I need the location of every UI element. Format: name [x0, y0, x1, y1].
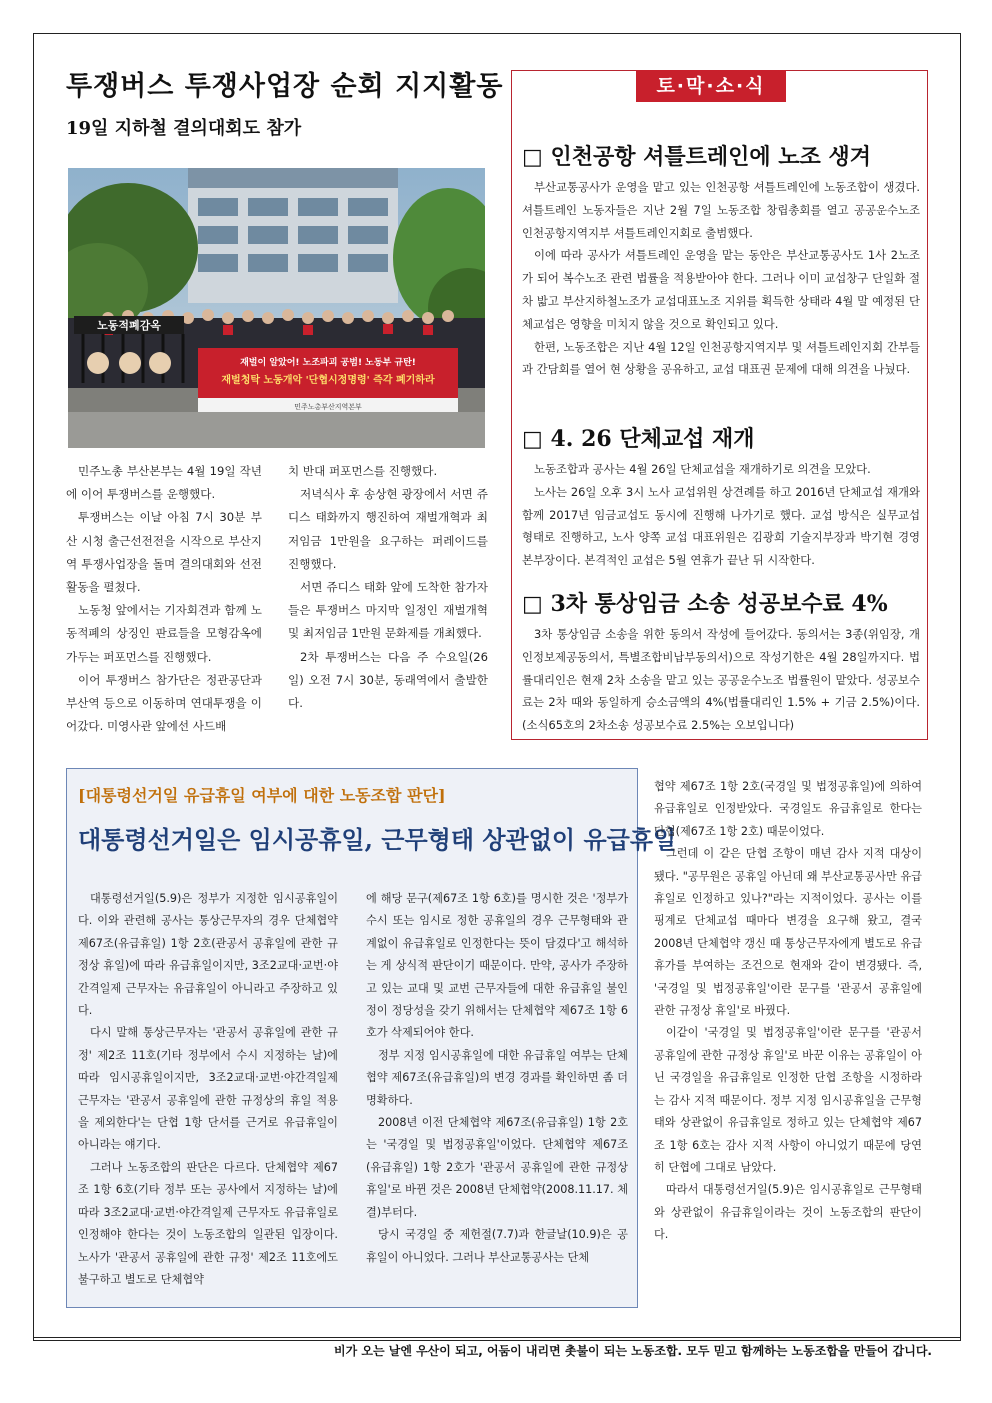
article1-column-right	[288, 460, 488, 715]
news-item-title: □ 인천공항 셔틀트레인에 노조 생겨	[522, 144, 871, 170]
news-item-title: □ 3차 통상임금 소송 성공보수료 4%	[522, 591, 888, 617]
feature-column-3	[654, 776, 922, 1247]
article-subhead: 19일 지하철 결의대회도 참가	[66, 118, 302, 139]
paragraph: 이어 투쟁버스 참가단은 정관공단과 부산역 등으로 이동하며 연대투쟁을 이어갔다. 미영사관 앞에선 사드배	[66, 672, 262, 734]
feature-title: 대통령선거일은 임시공휴일, 근무형태 상관없이 유급휴일	[78, 825, 677, 854]
paragraph: 대통령선거일(5.9)은 정부가 지정한 임시공휴일이다. 이와 관련해 공사는 통상근무자의 경우 단체협약 제67조(유급휴일) 1항 2호(관공서 공휴일에 관한 규정상 휴일)에 따라 유급휴일이지만, 3조2교대·교번·야간격일제 근무자는 유급휴일이 아니라고 주장하고 있다.	[78, 892, 338, 1018]
news-item-body	[522, 176, 920, 381]
paragraph: 에 해당 문구(제67조 1항 6호)를 명시한 것은 '정부가 수시 또는 임시로 정한 공휴일의 경우 근무형태와 관계없이 유급휴일로 인정한다는 뜻이 담겼다'고 해석하는 게 상식적 판단이기 때문이다. 만약, 공사가 주장하고 있는 교대 및 교번 근무자들에 대한 유급휴일 불인정이 정당성을 갖기 위해서는 단체협약 제67조 1항 6호가 삭제되어야 한다.	[366, 892, 628, 1040]
paragraph: 그런데 이 같은 단협 조항이 매년 감사 지적 대상이 됐다. "공무원은 공휴일 아닌데 왜 부산교통공사만 유급휴일로 인정하고 있나?"라는 지적이었다. 공사는 이를 핑계로 단체교섭 때마다 변경을 요구해 왔고, 결국 2008년 단체협약 갱신 때 통상근무자에게 별도로 유급휴가를 부여하는 조건으로 현재와 같이 변경됐다. 즉, '국경일 및 법정공휴일'이란 문구를 '관공서 공휴일에 관한 규정상 휴일'로 바꿨다.	[654, 847, 922, 1018]
footer-divider	[33, 1337, 961, 1338]
paragraph: 저녁식사 후 송상현 광장에서 서면 쥬디스 태화까지 행진하여 재벌개혁과 최저임금 1만원을 요구하는 퍼레이드를 진행했다.	[288, 487, 488, 571]
paragraph: 다시 말해 통상근무자는 '관공서 공휴일에 관한 규정' 제2조 11호(기타 정부에서 수시 지정하는 날)에 따라 임시공휴일이지만, 3조2교대·교번·야간격일제 근무자는 '관공서 공휴일에 관한 규정상의 휴일 적용을 제외한다'는 단협 1항 단서를 근거로 유급휴일이 아니라는 얘기다.	[78, 1026, 338, 1152]
paragraph: 민주노총 부산본부는 4월 19일 작년에 이어 투쟁버스를 운행했다.	[66, 464, 262, 502]
paragraph: 2차 투쟁버스는 다음 주 수요일(26일) 오전 7시 30분, 동래역에서 출발한다.	[288, 649, 488, 711]
paragraph: 3차 통상임금 소송을 위한 동의서 작성에 들어갔다. 동의서는 3종(위임장, 개인정보제공동의서, 특별조합비납부동의서)으로 작성기한은 4월 28일까지다. 법률대리인은 현재 2차 소송을 맡고 있는 공공운수노조 법률원이 맡았다. 성공보수료는 2차 때와 동일하게 승소금액의 4%(법률대리인 1.5% + 기금 2.5%)이다.(소식65호의 2차소송 성공보수료 2.5%는 오보입니다)	[522, 627, 920, 733]
paragraph: 당시 국경일 중 제헌절(7.7)과 한글날(10.9)은 공휴일이 아니었다. 그러나 부산교통공사는 단체	[366, 1228, 628, 1264]
rally-photo	[68, 168, 485, 448]
paragraph: 이에 따라 공사가 셔틀트레인 운영을 맡는 동안은 부산교통공사도 1사 2노조가 되어 복수노조 관련 법률을 적용받아야 한다. 그러나 이미 교섭창구 단일화 절차 밟고 부산지하철노조가 교섭대표노조 지위를 획득한 상태라 4월 말 예정된 단체교섭은 영향을 미치지 않을 것으로 확인되고 있다.	[522, 248, 920, 331]
footer-slogan: 비가 오는 날엔 우산이 되고, 어둠이 내리면 촛불이 되는 노동조합. 모두 믿고 함께하는 노동조합을 만들어 갑니다.	[334, 1344, 932, 1358]
prison-sign-text: 노동적폐감옥	[97, 319, 161, 332]
paragraph: 2008년 이전 단체협약 제67조(유급휴일) 1항 2호는 '국경일 및 법정공휴일'이었다. 단체협약 제67조(유급휴일) 1항 2호가 '관공서 공휴일에 관한 규정상 휴일'로 바뀐 것은 2008년 단체협약(2008.11.17. 체결)부터다.	[366, 1116, 628, 1219]
feature-column-2	[366, 888, 628, 1269]
paragraph: 한편, 노동조합은 지난 4월 12일 인천공항지역지부 및 셔틀트레인지회 간부들과 간담회를 열어 현 상황을 공유하고, 교섭 대표권 문제에 대해 의견을 나눴다.	[522, 339, 920, 377]
news-badge: 토·막·소·식	[636, 70, 786, 102]
rally-photo-illustration	[68, 168, 485, 448]
paragraph: 서면 쥬디스 태화 앞에 도착한 참가자들은 투쟁버스 마지막 일정인 재벌개혁 및 최저임금 1만원 문화제를 개최했다.	[288, 580, 488, 641]
feature-kicker: [대통령선거일 유급휴일 여부에 대한 노동조합 판단]	[78, 786, 446, 805]
banner-footer: 민주노총부산지역본부	[294, 403, 362, 411]
feature-column-1	[78, 888, 338, 1291]
paragraph: 투쟁버스는 이날 아침 7시 30분 부산 시청 출근선전전을 시작으로 부산지역 투쟁사업장을 돌며 결의대회와 선전활동을 펼쳤다.	[66, 510, 262, 595]
paragraph: 치 반대 퍼포먼스를 진행했다.	[288, 464, 438, 478]
paragraph: 노사는 26일 오후 3시 노사 교섭위원 상견례를 하고 2016년 단체교섭 재개와 함께 2017년 임금교섭도 동시에 진행해 나가기로 했다. 교섭 방식은 실무교섭 형태로 진행하고, 노사 양쪽 교섭 대표위원은 김광희 기술지부장과 박기현 경영본부장이다. 본격적인 교섭은 5월 연휴가 끝난 뒤 시작한다.	[522, 484, 920, 568]
banner-line-1: 재벌이 알았어! 노조파괴 공범! 노동부 규탄!	[240, 358, 416, 368]
paragraph: 그러나 노동조합의 판단은 다르다. 단체협약 제67조 1항 6호(기타 정부 또는 공사에서 지정하는 날)에 따라 3조2교대·교번·야간격일제 근무자도 유급휴일로 인정해야 한다는 것이 노동조합의 일관된 입장이다. 노사가 '관공서 공휴일에 관한 규정' 제2조 11호에도 불구하고 별도로 단체협약	[78, 1160, 338, 1286]
paragraph: 노동청 앞에서는 기자회견과 함께 노동적폐의 상징인 판료들을 모형감옥에 가두는 퍼포먼스를 진행했다.	[66, 603, 262, 664]
news-item-title: □ 4. 26 단체교섭 재개	[522, 426, 755, 452]
news-item-body	[522, 458, 920, 572]
article-headline: 투쟁버스 투쟁사업장 순회 지지활동	[66, 71, 504, 102]
news-item-body	[522, 623, 920, 737]
paragraph: 부산교통공사가 운영을 맡고 있는 인천공항 셔틀트레인에 노동조합이 생겼다. 셔틀트레인 노동자들은 지난 2월 7일 노동조합 창립총회를 열고 공공운수노조 인천공항지역지부 셔틀트레인지회로 출범했다.	[522, 180, 920, 240]
banner-line-2: 재벌청탁 노동개악 '단협시정명령' 즉각 폐기하라	[221, 375, 435, 386]
paragraph: 정부 지정 임시공휴일에 대한 유급휴일 여부는 단체협약 제67조(유급휴일)의 변경 경과를 확인하면 좀 더 명확하다.	[366, 1048, 628, 1107]
paragraph: 협약 제67조 1항 2호(국경일 및 법정공휴일)에 의하여 유급휴일로 인정받았다. 국경일도 유급휴일로 한다는 단협(제67조 1항 2호) 때문이었다.	[654, 780, 922, 838]
paragraph: 노동조합과 공사는 4월 26일 단체교섭을 재개하기로 의견을 모았다.	[534, 462, 871, 476]
paragraph: 따라서 대통령선거일(5.9)은 임시공휴일로 근무형태와 상관없이 유급휴일이라는 것이 노동조합의 판단이다.	[654, 1183, 922, 1242]
paragraph: 이같이 '국경일 및 법정공휴일'이란 문구를 '관공서 공휴일에 관한 규정상 휴일'로 바꾼 이유는 공휴일이 아닌 국경일을 유급휴일로 인정한 단협 조항을 시정하라는 감사 지적 때문이다. 정부 지정 임시공휴일을 근무형태와 상관없이 유급휴일로 정하고 있는 단체협약 제67조 1항 6호는 감사 지적 사항이 아니었기 때문에 당연히 단협에 그대로 남았다.	[654, 1026, 922, 1174]
article1-column-left	[66, 460, 262, 738]
